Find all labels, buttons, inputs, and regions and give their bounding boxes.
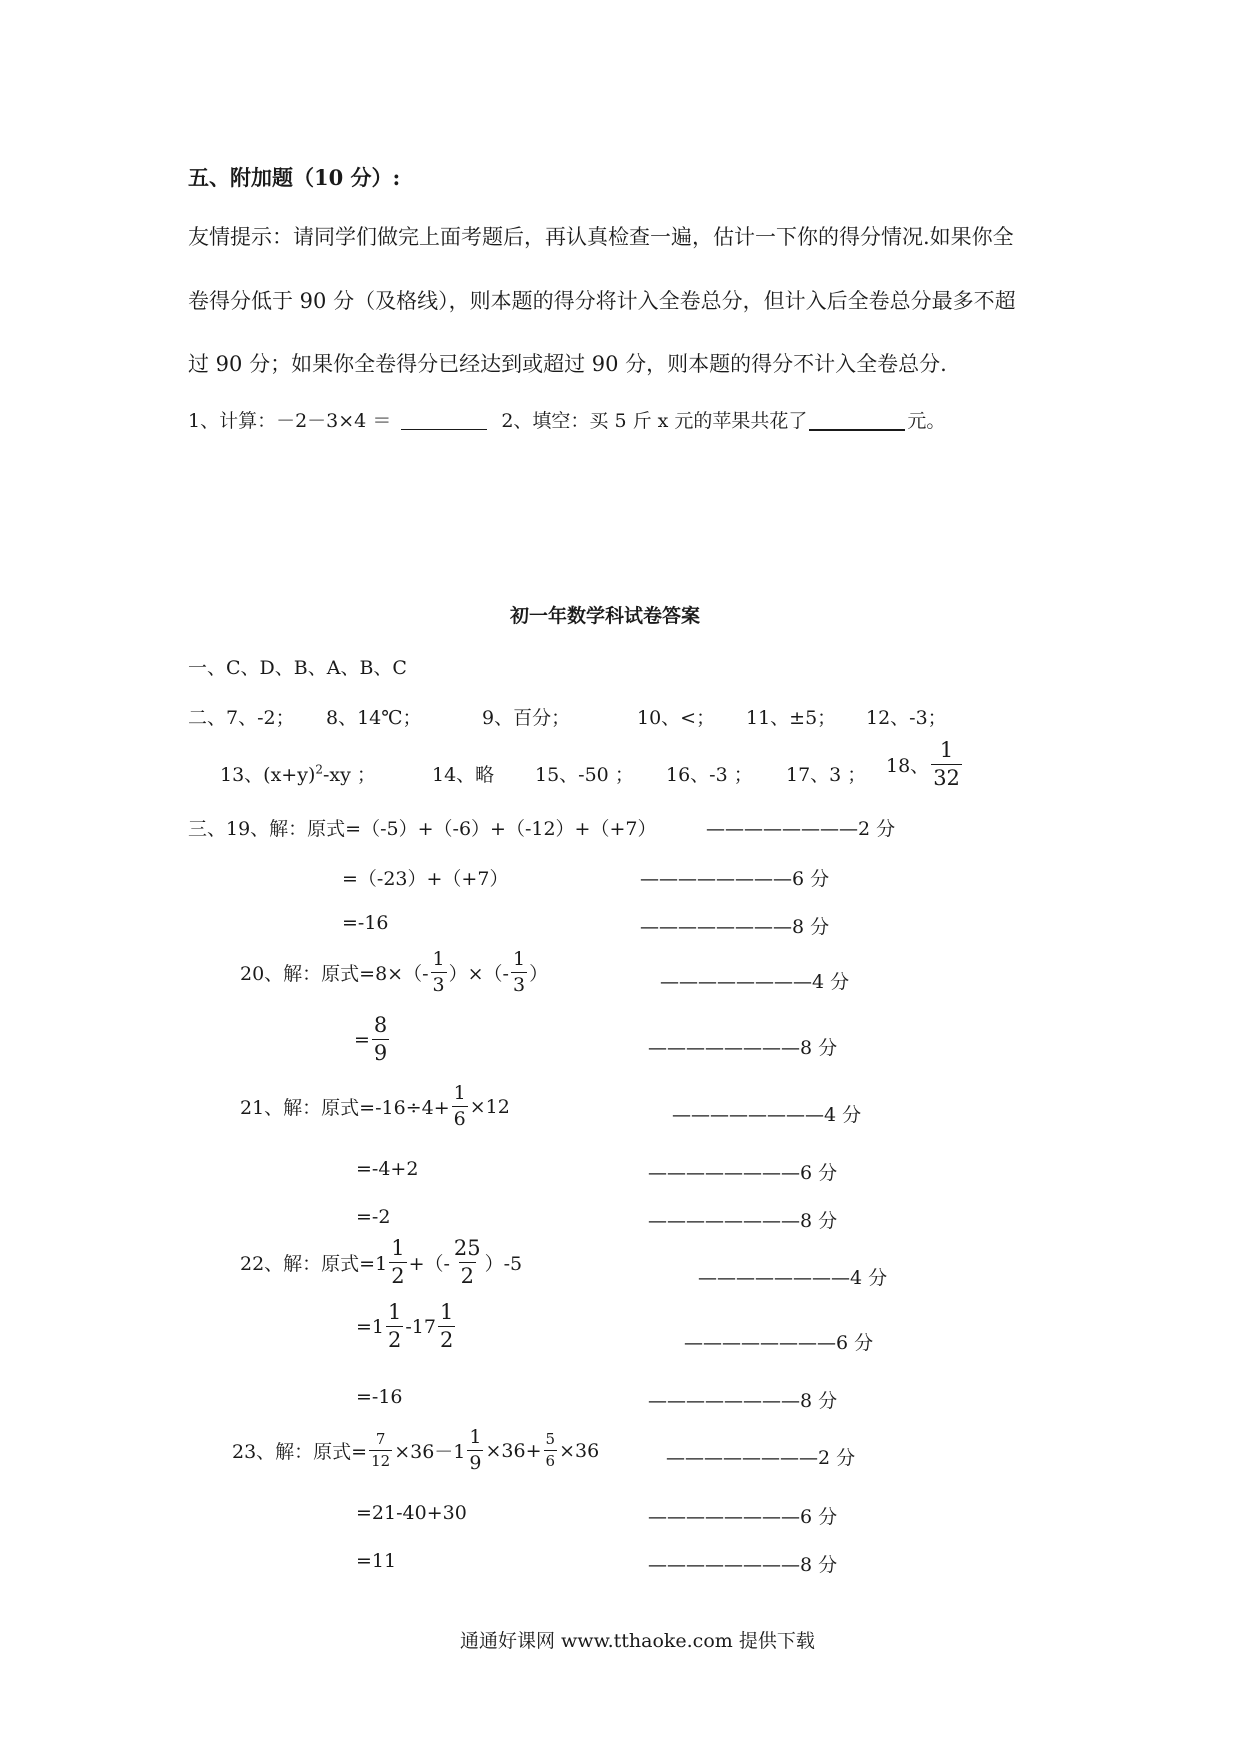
q21-expression-start: 21、解：原式=-16÷4+ bbox=[240, 1097, 450, 1119]
q23-term-3: ×36 bbox=[559, 1439, 600, 1462]
answer-11: 11、±5； bbox=[746, 707, 837, 729]
fraction-denominator: 3 bbox=[432, 974, 445, 996]
q22-line-2-middle: -17 bbox=[405, 1315, 436, 1338]
fraction-denominator: 3 bbox=[512, 974, 526, 996]
fraction-numerator: 5 bbox=[545, 1430, 556, 1448]
q20-line-1-score: ————————4 分 bbox=[660, 971, 850, 993]
question-2-text: 2、填空：买 5 斤 x 元的苹果共花了 bbox=[501, 410, 808, 432]
q22-fraction-1 bbox=[389, 1238, 406, 1287]
answer-13-base: 13、(x+y) bbox=[220, 764, 316, 786]
fraction-numerator: 1 bbox=[512, 948, 526, 970]
q19-line-3-score: ————————8 分 bbox=[640, 916, 830, 938]
answer-13 bbox=[220, 760, 376, 787]
q23-fraction-3 bbox=[544, 1432, 558, 1469]
answer-16: 16、-3 ； bbox=[666, 764, 753, 786]
answer-7: 二、7、-2； bbox=[188, 707, 295, 729]
q21-line-3: =-2 bbox=[356, 1206, 391, 1228]
q21-line-2-score: ————————6 分 bbox=[648, 1162, 838, 1184]
answer-8: 8、14℃； bbox=[326, 707, 422, 729]
fraction-denominator: 2 bbox=[460, 1264, 474, 1288]
q23-line-1 bbox=[232, 1428, 599, 1473]
q19-line-2: =（-23）+（+7） bbox=[342, 868, 509, 890]
bonus-questions-line bbox=[188, 406, 945, 433]
fraction-denominator: 32 bbox=[933, 766, 960, 790]
fraction-numerator: 1 bbox=[388, 1300, 402, 1324]
question-1-answer-blank[interactable] bbox=[401, 409, 487, 430]
fraction-denominator: 9 bbox=[373, 1041, 388, 1065]
q19-line-1-score: ————————2 分 bbox=[706, 818, 896, 840]
fraction-denominator: 12 bbox=[371, 1452, 391, 1470]
fraction-numerator: 7 bbox=[375, 1430, 386, 1448]
q23-fraction-2 bbox=[467, 1428, 483, 1473]
fraction-numerator: 1 bbox=[939, 738, 954, 762]
q19-line-3: =-16 bbox=[342, 912, 389, 934]
fraction-numerator: 1 bbox=[453, 1082, 466, 1104]
answer-14: 14、略 bbox=[432, 764, 495, 786]
question-2-unit: 元。 bbox=[907, 410, 946, 432]
answer-13-tail: -xy ； bbox=[323, 764, 376, 786]
answer-18-fraction bbox=[931, 740, 962, 789]
q23-line-3-score: ————————8 分 bbox=[648, 1554, 838, 1576]
answer-13-exponent: 2 bbox=[315, 762, 324, 777]
q22-fraction-4 bbox=[438, 1302, 455, 1351]
q20-line-1 bbox=[240, 950, 548, 995]
answer-17: 17、3 ； bbox=[786, 764, 867, 786]
hint-line-1: 友情提示：请同学们做完上面考题后，再认真检查一遍，估计一下你的得分情况.如果你全 bbox=[188, 225, 1014, 249]
question-1-text: 1、计算：－2－3×4 ＝ bbox=[188, 410, 392, 432]
fraction-denominator: 9 bbox=[469, 1452, 482, 1474]
hint-line-3: 过 90 分；如果你全卷得分已经达到或超过 90 分，则本题的得分不计入全卷总分. bbox=[188, 352, 947, 376]
answer-10: 10、<； bbox=[637, 707, 716, 729]
answer-9: 9、百分； bbox=[482, 707, 571, 729]
answer-18-label: 18、 bbox=[886, 755, 930, 777]
q20-fraction-2 bbox=[511, 950, 527, 995]
section-5-title: 五、附加题（10 分）: bbox=[188, 165, 401, 190]
q23-line-1-score: ————————2 分 bbox=[666, 1447, 856, 1469]
q19-line-2-score: ————————6 分 bbox=[640, 868, 830, 890]
q22-line-2-start: =1 bbox=[356, 1315, 385, 1338]
q22-line-1 bbox=[240, 1238, 522, 1287]
fraction-denominator: 2 bbox=[388, 1328, 402, 1352]
fraction-denominator: 2 bbox=[440, 1328, 454, 1352]
fraction-numerator: 1 bbox=[440, 1300, 454, 1324]
fraction-numerator: 1 bbox=[469, 1426, 482, 1448]
q22-line-1-score: ————————4 分 bbox=[698, 1267, 888, 1289]
q23-expression-start: 23、解：原式= bbox=[232, 1441, 368, 1463]
q20-line-2-score: ————————8 分 bbox=[648, 1037, 838, 1059]
q21-fraction bbox=[452, 1084, 468, 1129]
q23-line-3: =11 bbox=[356, 1550, 397, 1572]
q22-line-2 bbox=[356, 1302, 457, 1351]
page-footer: 通通好课网 www.tthaoke.com 提供下载 bbox=[460, 1630, 815, 1652]
fraction-numerator: 1 bbox=[432, 948, 445, 970]
q22-line-3-score: ————————8 分 bbox=[648, 1390, 838, 1412]
fraction-numerator: 1 bbox=[391, 1236, 405, 1260]
q20-expression-start: 20、解：原式=8×（- bbox=[240, 963, 429, 985]
q23-line-2-score: ————————6 分 bbox=[648, 1506, 838, 1528]
q22-fraction-2 bbox=[452, 1238, 483, 1287]
q20-equals: = bbox=[354, 1028, 370, 1051]
answer-15: 15、-50 ； bbox=[535, 764, 634, 786]
q22-line-2-score: ————————6 分 bbox=[684, 1332, 874, 1354]
q22-line-3: =-16 bbox=[356, 1386, 403, 1408]
q23-term-1: ×36－1 bbox=[394, 1441, 466, 1463]
q22-expression-start: 22、解：原式=1 bbox=[240, 1253, 388, 1275]
answers-title: 初一年数学科试卷答案 bbox=[510, 605, 701, 627]
q19-line-1: 三、19、解：原式=（-5）+（-6）+（-12）+（+7） bbox=[188, 818, 657, 840]
fraction-denominator: 2 bbox=[391, 1264, 405, 1288]
q23-fraction-1 bbox=[369, 1432, 392, 1469]
q21-line-3-score: ————————8 分 bbox=[648, 1210, 838, 1232]
answer-12: 12、-3； bbox=[866, 707, 947, 729]
q22-expression-end: ）-5 bbox=[484, 1253, 523, 1275]
hint-line-2: 卷得分低于 90 分（及格线），则本题的得分将计入全卷总分，但计入后全卷总分最多不超 bbox=[188, 289, 1016, 313]
answers-part-1: 一、C、D、B、A、B、C bbox=[188, 657, 407, 679]
q20-fraction-1 bbox=[431, 950, 447, 995]
fraction-numerator: 25 bbox=[453, 1236, 481, 1260]
q21-line-1 bbox=[240, 1084, 510, 1129]
q20-fraction-result bbox=[372, 1015, 389, 1064]
q22-expression-middle: +（- bbox=[408, 1253, 450, 1275]
q23-term-2: ×36+ bbox=[485, 1439, 542, 1462]
fraction-denominator: 6 bbox=[545, 1452, 556, 1470]
fraction-denominator: 6 bbox=[453, 1108, 466, 1130]
question-2-answer-blank[interactable] bbox=[809, 409, 905, 431]
q23-line-2: =21-40+30 bbox=[356, 1502, 467, 1524]
q21-line-2: =-4+2 bbox=[356, 1158, 419, 1180]
q22-fraction-3 bbox=[386, 1302, 403, 1351]
q20-line-2 bbox=[354, 1015, 391, 1064]
fraction-numerator: 8 bbox=[373, 1013, 388, 1037]
answer-18 bbox=[886, 740, 964, 789]
q21-line-1-score: ————————4 分 bbox=[672, 1104, 862, 1126]
q20-expression-end: ） bbox=[529, 963, 549, 985]
q21-expression-end: ×12 bbox=[469, 1095, 510, 1118]
q20-expression-middle: ）×（- bbox=[448, 963, 509, 985]
